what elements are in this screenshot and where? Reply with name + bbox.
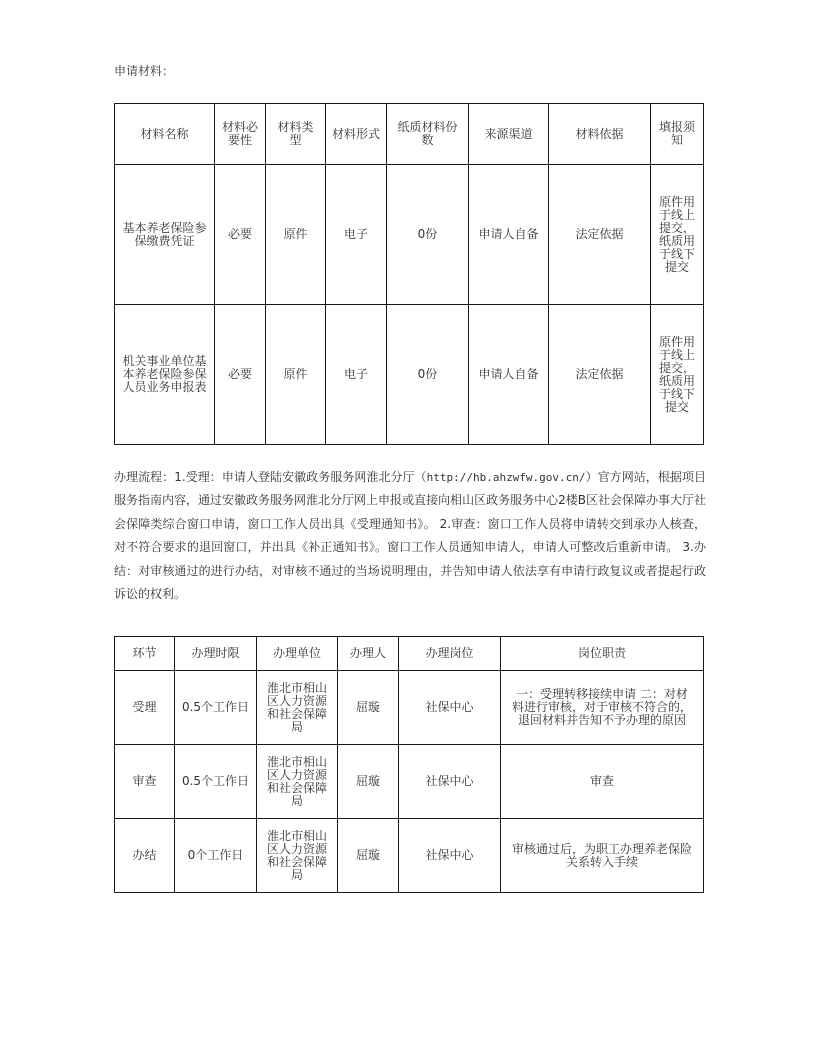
handler: 屈璇 <box>338 671 399 745</box>
time-limit: 0个工作日 <box>175 819 257 893</box>
handler: 屈璇 <box>338 745 399 819</box>
material-name: 机关事业单位基本养老保险参保人员业务申报表 <box>115 305 215 445</box>
header-material-necessity: 材料必要性 <box>215 104 266 165</box>
process-table <box>114 636 704 893</box>
table-row <box>115 671 704 745</box>
stage: 办结 <box>115 819 175 893</box>
material-necessity: 必要 <box>215 305 266 445</box>
time-limit: 0.5个工作日 <box>175 745 257 819</box>
materials-header-row <box>115 104 704 165</box>
handling-unit: 淮北市相山区人力资源和社会保障局 <box>257 819 338 893</box>
header-post-duty: 岗位职责 <box>501 637 704 671</box>
process-header-row <box>115 637 704 671</box>
header-source-channel: 来源渠道 <box>469 104 549 165</box>
post: 社保中心 <box>399 819 501 893</box>
header-material-basis: 材料依据 <box>549 104 651 165</box>
source-channel: 申请人自备 <box>469 305 549 445</box>
table-row <box>115 819 704 893</box>
materials-heading: 申请材料： <box>114 64 175 78</box>
process-text-part1: 办理流程：1.受理：申请人登陆安徽政务服务网淮北分厅（ <box>114 470 427 484</box>
portal-url-link[interactable]: http://hb.ahzwfw.gov.cn/ <box>426 471 586 484</box>
materials-table <box>114 103 704 445</box>
paper-copies: 0份 <box>387 305 469 445</box>
stage: 审查 <box>115 745 175 819</box>
table-row <box>115 305 704 445</box>
header-filling-notes: 填报须知 <box>651 104 704 165</box>
material-form: 电子 <box>326 165 387 305</box>
header-handling-unit: 办理单位 <box>257 637 338 671</box>
header-paper-copies: 纸质材料份数 <box>387 104 469 165</box>
header-stage: 环节 <box>115 637 175 671</box>
filling-notes: 原件用于线上提交，纸质用于线下提交 <box>651 165 704 305</box>
handling-unit: 淮北市相山区人力资源和社会保障局 <box>257 745 338 819</box>
header-material-form: 材料形式 <box>326 104 387 165</box>
handling-unit: 淮北市相山区人力资源和社会保障局 <box>257 671 338 745</box>
material-type: 原件 <box>266 305 326 445</box>
header-handler: 办理人 <box>338 637 399 671</box>
post-duty: 一：受理转移接续申请 二：对材料进行审核，对于审核不符合的，退回材料并告知不予办理的原因 <box>501 671 704 745</box>
process-text-part2: ）官方网站，根据项目服务指南内容，通过安徽政务服务网淮北分厅网上申报或直接向相山区政务服务中心2楼B区社会保障办事大厅社会保障类综合窗口申请，窗口工作人员出具《受理通知书》。 2.审查：窗口工作人员将申请转交到承办人核查，对不符合要求的退回窗口，并出具《补正通知书》。窗口工作人员通知申请人，申请人可整改后重新申请。 3.办结：对审核通过的进行办结，对审核不通过的当场说明理由，并告知申请人依法享有申请行政复议或者提起行政诉讼的权利。 <box>114 470 706 602</box>
material-basis: 法定依据 <box>549 305 651 445</box>
stage: 受理 <box>115 671 175 745</box>
table-row <box>115 165 704 305</box>
header-material-type: 材料类型 <box>266 104 326 165</box>
post-duty: 审核通过后，为职工办理养老保险关系转入手续 <box>501 819 704 893</box>
header-material-name: 材料名称 <box>115 104 215 165</box>
table-row <box>115 745 704 819</box>
material-form: 电子 <box>326 305 387 445</box>
post: 社保中心 <box>399 745 501 819</box>
post: 社保中心 <box>399 671 501 745</box>
post-duty: 审查 <box>501 745 704 819</box>
paper-copies: 0份 <box>387 165 469 305</box>
material-name: 基本养老保险参保缴费凭证 <box>115 165 215 305</box>
filling-notes: 原件用于线上提交，纸质用于线下提交 <box>651 305 704 445</box>
material-type: 原件 <box>266 165 326 305</box>
header-time-limit: 办理时限 <box>175 637 257 671</box>
header-post: 办理岗位 <box>399 637 501 671</box>
process-description <box>114 466 706 606</box>
material-necessity: 必要 <box>215 165 266 305</box>
material-basis: 法定依据 <box>549 165 651 305</box>
time-limit: 0.5个工作日 <box>175 671 257 745</box>
handler: 屈璇 <box>338 819 399 893</box>
source-channel: 申请人自备 <box>469 165 549 305</box>
